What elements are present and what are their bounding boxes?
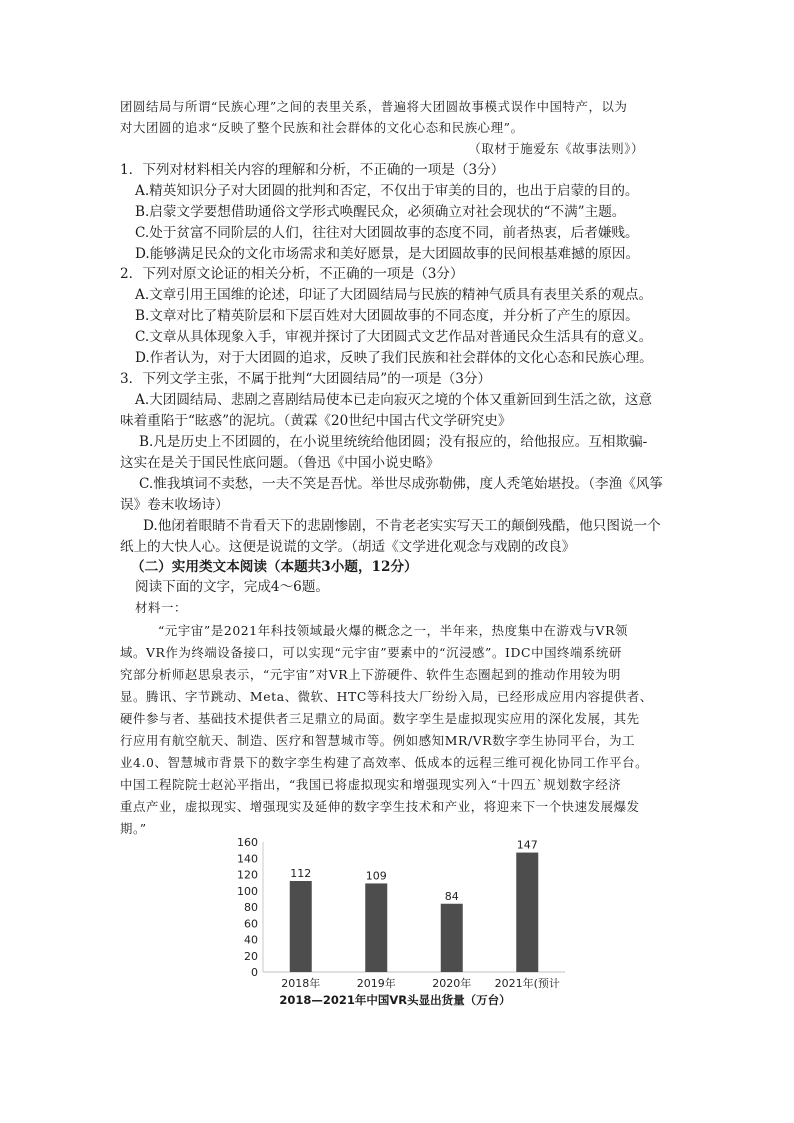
bar-value-label: 147 [516, 838, 538, 852]
material1-line-6: 行应用有航空航天、制造、医疗和智慧城市等。例如感知MR/VR数字孪生协同平台，为工 [120, 733, 636, 748]
intro-line-2: 对大团圆的追求“反映了整个民族和社会群体的文化心态和民族心理”。 [120, 120, 524, 135]
x-category-label: 2021年(预计 [494, 977, 560, 990]
x-category-label: 2018年 [281, 977, 321, 990]
material1-line-8: 中国工程院院士赵沁平指出，“我国已将虚拟现实和增强现实列入“十四五`规划数字经济 [120, 777, 622, 792]
q2-stem: 2．下列对原文论证的相关分析，不正确的一项是（3分） [120, 266, 464, 282]
y-tick-label: 160 [237, 836, 258, 849]
bar-2021年(预计 [516, 853, 538, 972]
material1-line-4: 显。腾讯、字节跳动、Meta、微软、HTC等科技大厂纷纷入局，已经形成应用内容提供者、 [120, 689, 653, 704]
y-tick-label: 60 [244, 917, 258, 931]
vr-shipment-chart [230, 832, 570, 1012]
bar-2018年 [290, 881, 312, 972]
q2-option-b: B.文章对比了精英阶层和下层百姓对大团圆故事的不同态度，并分析了产生的原因。 [135, 308, 639, 324]
q3-stem: 3．下列文学主张，不属于批判“大团圆结局”的一项是（3分） [120, 371, 492, 387]
y-tick-label: 100 [237, 884, 258, 898]
y-tick-label: 40 [244, 933, 258, 947]
material1-line-2: 域。VR作为终端设备接口，可以实现“元宇宙”要素中的“沉浸感”。IDC中国终端系统研 [120, 645, 623, 660]
y-tick-label: 20 [244, 949, 258, 963]
material-label: 材料一： [135, 600, 187, 615]
q1-option-a: A.精英知识分子对大团圆的批判和否定，不仅出于审美的目的，也出于启蒙的目的。 [135, 183, 639, 199]
q1-option-d: D.能够满足民众的文化市场需求和美好愿景，是大团圆故事的民间根基难撼的原因。 [135, 246, 640, 262]
q2-option-a: A.文章引用王国维的论述，印证了大团圆结局与民族的精神气质具有表里关系的观点。 [135, 287, 653, 303]
q1-stem: 1．下列对材料相关内容的理解和分析，不正确的一项是（3分） [120, 162, 505, 178]
bar-value-label: 84 [444, 889, 459, 903]
intro-line-1: 团圆结局与所谓“民族心理”之间的表里关系，普遍将大团圆故事模式误作中国特产，以为 [120, 99, 628, 114]
q1-option-b: B.启蒙文学要想借助通俗文学形式唤醒民众，必须确立对社会现状的“不满”主题。 [135, 204, 626, 220]
y-tick-label: 120 [237, 868, 258, 882]
q3-option-d-line1: D.他闭着眼睛不肯看天下的悲剧惨剧，不肯老老实实写天工的颠倒残酷，他只图说一个 [143, 518, 661, 534]
material1-line-1: “元宇宙”是2021年科技领域最火爆的概念之一，半年来，热度集中在游戏与VR领 [158, 623, 628, 638]
q2-option-d: D.作者认为，对于大团圆的追求，反映了我们民族和社会群体的文化心态和民族心理。 [135, 350, 653, 366]
y-tick-label: 140 [237, 852, 258, 866]
bar-value-label: 109 [365, 869, 387, 883]
q3-option-a-line1: A.大团圆结局、悲剧之喜剧结局使本已走向寂灭之境的个体又重新回到生活之欲，这意 [135, 392, 653, 408]
q3-option-b-line2: 这实在是关于国民性底问题。（鲁迅《中国小说史略》 [120, 455, 440, 471]
bar-2020年 [441, 904, 463, 972]
material1-line-10: 期。” [120, 821, 147, 836]
section-instruction: 阅读下面的文字，完成4～6题。 [135, 579, 330, 595]
bar-value-label: 112 [290, 867, 312, 880]
material1-line-7: 业4.0、智慧城市背景下的数字孪生构建了高效率、低成本的远程三维可视化协同工作平台。 [120, 755, 649, 770]
q3-option-c-line2: 误》卷末收场诗） [120, 497, 229, 513]
q3-option-b-line1: B.凡是历史上不团圆的，在小说里统统给他团圆；没有报应的，给他报应。互相欺骗- [139, 434, 648, 450]
x-category-label: 2019年 [356, 977, 396, 990]
q3-option-d-line2: 纸上的大快人心。这便是说谎的文学。（胡适《文学进化观念与戏剧的改良》 [120, 539, 576, 555]
material1-line-9: 重点产业，虚拟现实、增强现实及延伸的数字孪生技术和产业，将迎来下一个快速发展爆发 [120, 799, 640, 814]
material1-line-5: 硬件参与者、基础技术提供者三足鼎立的局面。数字孪生是虚拟现实应用的深化发展，其先 [120, 711, 640, 726]
q3-option-c-line1: C.惟我填词不卖愁，一夫不笑是吾忧。举世尽成弥勒佛，度人秃笔始堪投。（李渔《风筝 [139, 476, 663, 492]
chart-title: 2018—2021年中国VR头显出货量（万台） [279, 993, 511, 1007]
q2-option-c: C.文章从具体现象入手，审视并探讨了大团圆式文艺作品对普通民众生活具有的意义。 [135, 329, 653, 345]
q3-option-a-line2: 味着重陷于“眩惑”的泥坑。（黄霖《20世纪中国古代文学研究史》 [120, 413, 512, 429]
y-tick-label: 0 [251, 966, 258, 979]
intro-source: （取材于施爱东《故事法则》） [468, 141, 644, 156]
q1-option-c: C.处于贫富不同阶层的人们，往往对大团圆故事的态度不同，前者热衷，后者嫌贱。 [135, 225, 639, 241]
x-category-label: 2020年 [432, 977, 472, 990]
y-tick-label: 80 [244, 901, 258, 914]
section-heading: （二）实用类文本阅读（本题共3小题，12分） [131, 559, 418, 575]
material1-line-3: 究部分析师赵思泉表示，“元宇宙”对VR上下游硬件、软件生态圈起到的推动作用较为明 [120, 667, 622, 682]
bar-2019年 [365, 883, 387, 972]
